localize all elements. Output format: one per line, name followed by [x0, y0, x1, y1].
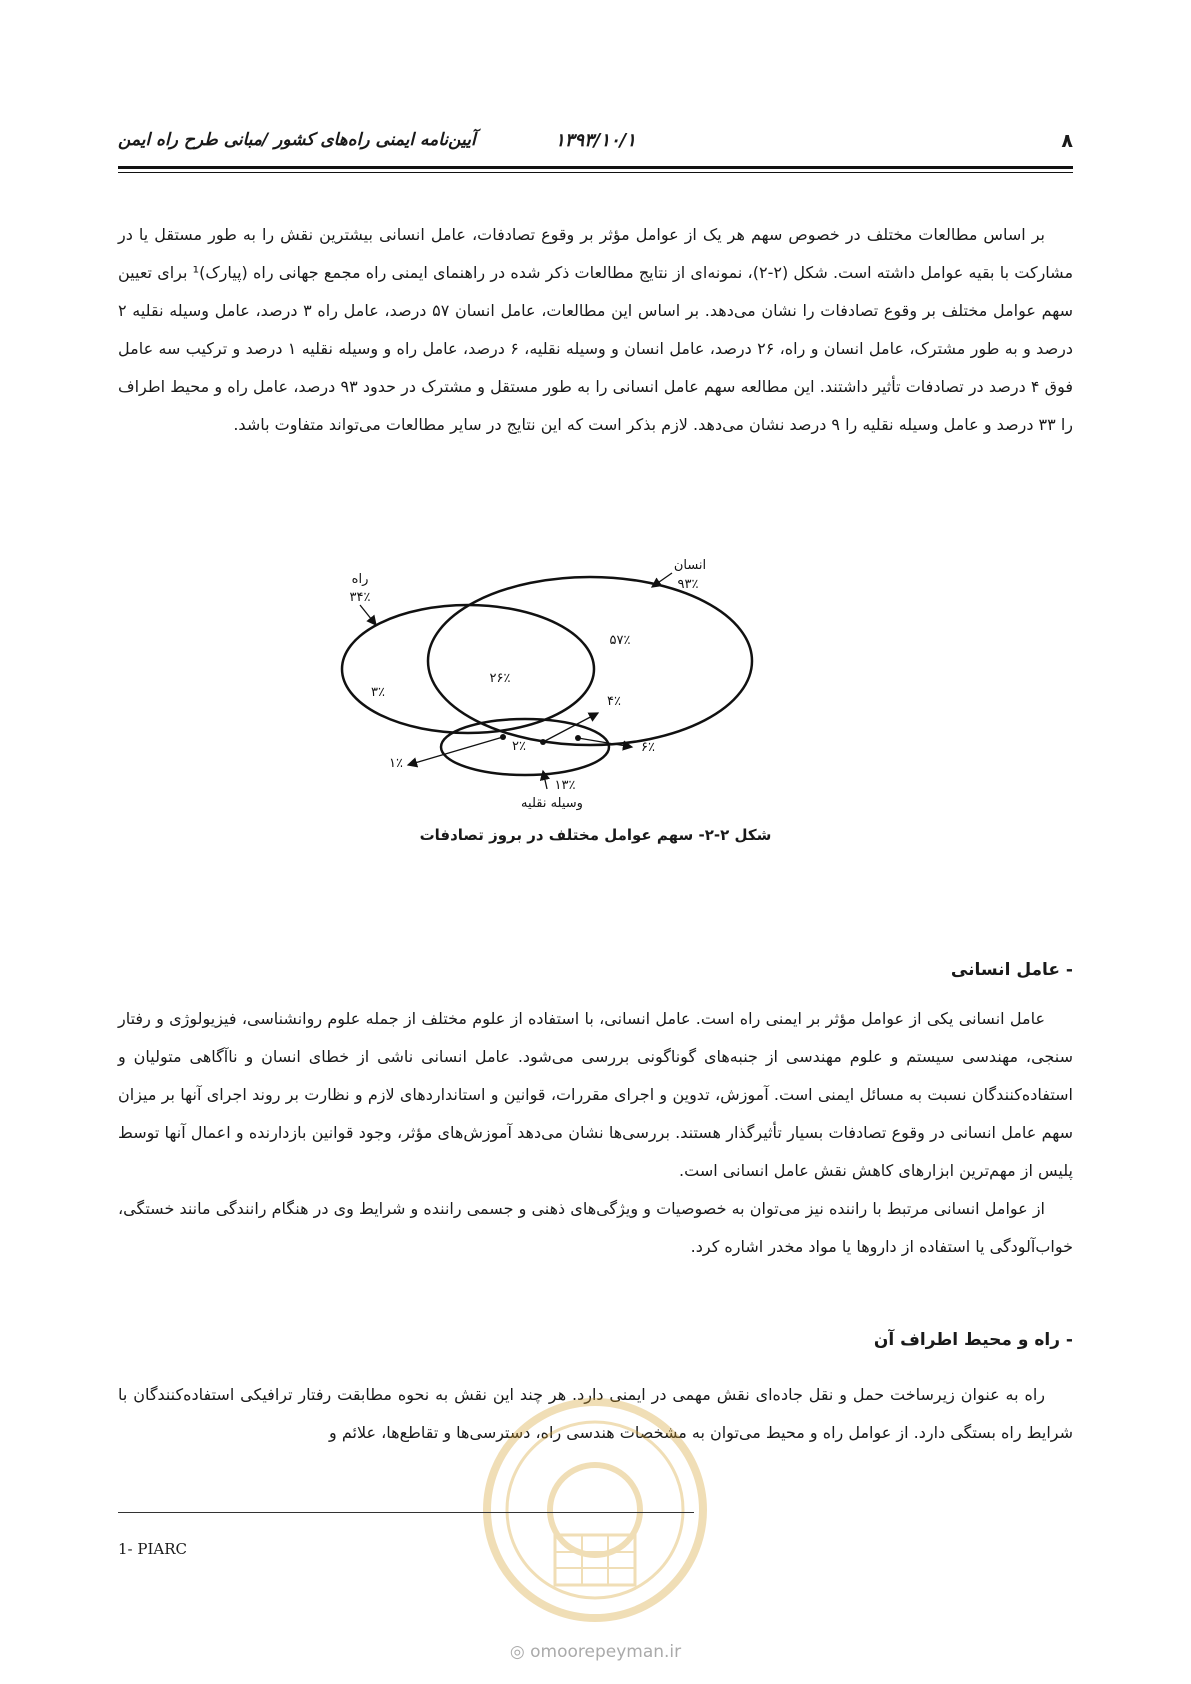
arrow-road: [360, 605, 376, 625]
value-road-vehicle: ۱٪: [389, 756, 403, 771]
intro-text: [118, 216, 1073, 444]
human-factor-text: [118, 1000, 1073, 1266]
value-vehicle: ۱۳٪: [554, 778, 576, 793]
human-paragraph-2: از عوامل انسانی مرتبط با راننده نیز می‌توان به خصوصیات و ویژگی‌های ذهنی و جسمی راننده و شرایط وی در هنگام رانندگی مانند خستگی، خواب‌آلودگی یا استفاده از داروها یا مواد مخدر اشاره کرد.: [118, 1199, 1073, 1256]
seal-stamp: [480, 1395, 710, 1625]
header-rule: [118, 166, 1073, 169]
value-road: ۳۴٪: [349, 590, 371, 605]
footnote: 1- PIARC: [118, 1540, 188, 1558]
footnote-rule: [118, 1512, 694, 1513]
watermark-text: ◎ omoorepeyman.ir: [509, 1642, 682, 1662]
human-ellipse: [428, 577, 752, 745]
header-date: ۱۳۹۳/۱۰/۱: [555, 130, 636, 151]
human-paragraph-1: عامل انسانی یکی از عوامل مؤثر بر ایمنی راه است. عامل انسانی، با استفاده از علوم مختلف از جمله علوم روانشناسی، فیزیولوژی و رفتار سنجی، مهندسی سیستم و علوم مهندسی از جنبه‌های گوناگونی بررسی می‌شود. عامل انسانی ناشی از خطای انسان و ناآگاهی متولیان و استفاده‌کنندگان نسبت به مسائل ایمنی است. آموزش، تدوین و اجرای مقررات، قوانین و استانداردهای لازم و نظارت بر روند اجرای آنها بر میزان سهم عامل انسانی در وقوع تصادفات بسیار تأثیرگذار هستند. بررسی‌ها نشان می‌دهد آموزش‌های مؤثر، وجود قوانین بازدارنده و اعمال آنها توسط پلیس از مهم‌ترین ابزارهای کاهش نقش عامل انسانی است.: [118, 1009, 1073, 1180]
arrow-road-vehicle: [408, 737, 503, 765]
value-road-only: ۳٪: [371, 685, 385, 700]
value-human-road: ۲۶٪: [489, 671, 511, 686]
value-vehicle-only: ۲٪: [512, 739, 526, 754]
header-title: آیین‌نامه ایمنی راه‌های کشور /مبانی طرح راه ایمن: [118, 130, 476, 150]
label-human: انسان: [673, 558, 707, 573]
page-number: ۸: [1061, 130, 1073, 152]
road-ellipse: [342, 605, 594, 733]
value-human-vehicle: ۶٪: [641, 740, 655, 755]
label-road: راه: [351, 572, 369, 587]
road-paragraph-1: راه به عنوان زیرساخت حمل و نقل جاده‌ای نقش مهمی در ایمنی دارد. هر چند این نقش به نحوه مطابقت رفتار ترافیکی استفاده‌کنندگان با شرایط راه بستگی دارد. از عوامل راه و محیط می‌توان به مشخصات هندسی راه، دسترسی‌ها و تقاطع‌ها، علائم و: [118, 1385, 1073, 1442]
figure-caption: شکل ۲-۲- سهم عوامل مختلف در بروز تصادفات: [419, 826, 772, 844]
heading-road-factor: - راه و محیط اطراف آن: [873, 1330, 1073, 1350]
heading-human-factor: - عامل انسانی: [950, 960, 1073, 980]
page-header: [118, 130, 1073, 160]
watermark-url: omoorepeyman.ir: [530, 1642, 682, 1662]
value-human-only: ۵۷٪: [609, 633, 631, 648]
label-vehicle: وسیله نقلیه: [521, 796, 583, 811]
value-all-three: ۴٪: [607, 694, 621, 709]
value-human: ۹۳٪: [677, 577, 699, 592]
intro-paragraph: بر اساس مطالعات مختلف در خصوص سهم هر یک از عوامل مؤثر بر وقوع تصادفات، عامل انسانی بیشترین نقش را به طور مستقل یا در مشارکت با بقیه عوامل داشته است. شکل (۲-۲)، نمونه‌ای از نتایج مطالعات ذکر شده در راهنمای ایمنی راه مجمع جهانی راه (پیارک)¹ برای تعیین سهم عوامل مختلف بر وقوع تصادفات را نشان می‌دهد. بر اساس این مطالعات، عامل انسان ۵۷ درصد، عامل راه ۳ درصد، عامل وسیله نقلیه ۲ درصد و به طور مشترک، عامل انسان و راه، ۲۶ درصد، عامل انسان و وسیله نقلیه، ۶ درصد، عامل راه و وسیله نقلیه ۱ درصد و ترکیب سه عامل فوق ۴ درصد در تصادفات تأثیر داشتند. این مطالعه سهم عامل انسانی را به طور مستقل و مشترک در حدود ۹۳ درصد، عامل راه و محیط اطراف را ۳۳ درصد و عامل وسیله نقلیه را ۹ درصد نشان می‌دهد. لازم بذکر است که این نتایج در سایر مطالعات می‌تواند متفاوت باشد.: [118, 225, 1074, 434]
venn-diagram: [340, 555, 800, 815]
header-rule-thin: [118, 172, 1073, 173]
